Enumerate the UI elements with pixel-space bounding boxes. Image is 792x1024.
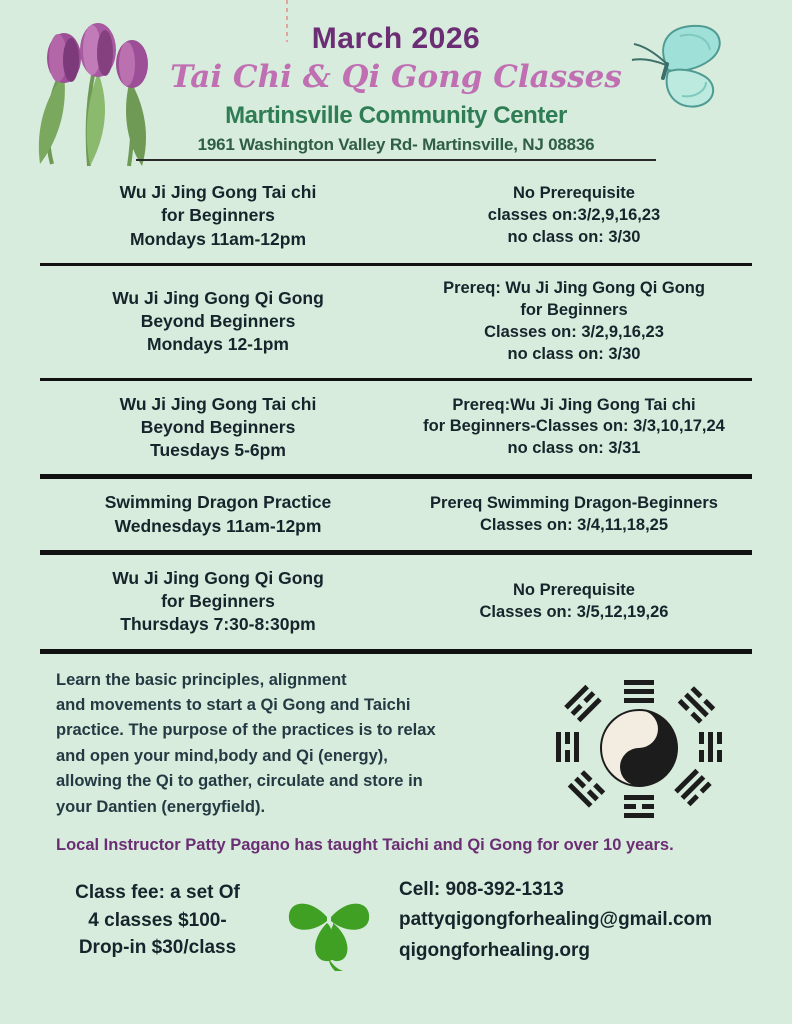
class-row <box>40 175 752 257</box>
description-section <box>40 668 752 824</box>
poster-header <box>0 0 792 161</box>
class-prerequisite: No Prerequisite classes on:3/2,9,16,23 no class on: 3/30 <box>487 183 661 246</box>
class-prerequisite: No Prerequisite Classes on: 3/5,12,19,26 <box>479 580 669 621</box>
class-row <box>40 387 752 469</box>
row-divider <box>40 550 752 555</box>
description-text: Learn the basic principles, alignment and movements to start a Qi Gong and Taichi practice. The purpose of the practices is to relax and open your mind,body and Qi (energy), allowing the Qi to gather, circulate and store in your Dantien (energyfield). <box>56 670 436 816</box>
row-divider <box>40 474 752 479</box>
poster-title: Tai Chi & Qi Gong Classes <box>170 59 622 95</box>
class-description: Wu Ji Jing Gong Qi Gong Beyond Beginners Mondays 12-1pm <box>112 287 324 355</box>
class-row <box>40 485 752 544</box>
class-row <box>40 272 752 372</box>
class-description: Wu Ji Jing Gong Tai chi for Beginners Mondays 11am-12pm <box>119 182 317 249</box>
venue-name: Martinsville Community Center <box>225 102 567 129</box>
class-fee: Class fee: a set Of 4 classes $100- Drop-in $30/class <box>75 882 240 959</box>
section-divider <box>40 649 752 654</box>
class-schedule-table <box>40 175 752 654</box>
class-row <box>40 561 752 643</box>
venue-address: 1961 Washington Valley Rd- Martinsville, NJ 08836 <box>197 135 595 154</box>
contact-info <box>385 875 752 966</box>
row-divider <box>40 378 752 381</box>
class-description: Wu Ji Jing Gong Qi Gong for Beginners Thursdays 7:30-8:30pm <box>112 567 324 635</box>
four-leaf-clover-icon <box>275 871 385 971</box>
instructor-note: Local Instructor Patty Pagano has taught Taichi and Qi Gong for over 10 years. <box>56 835 674 854</box>
class-prerequisite: Prereq Swimming Dragon-Beginners Classes on: 3/4,11,18,25 <box>430 493 718 534</box>
class-description: Wu Ji Jing Gong Tai chi Beyond Beginners Tuesdays 5-6pm <box>119 393 317 461</box>
contact-website: qigongforhealing.org <box>399 939 591 961</box>
row-divider <box>40 263 752 266</box>
contact-phone: Cell: 908-392-1313 <box>399 879 564 901</box>
class-prerequisite: Prereq:Wu Ji Jing Gong Tai chi for Beginners-Classes on: 3/3,10,17,24 no class on: 3/31 <box>423 395 725 458</box>
footer-section <box>40 871 752 971</box>
contact-email: pattyqigongforhealing@gmail.com <box>399 909 713 931</box>
class-description: Swimming Dragon Practice Wednesdays 11am-12pm <box>104 492 332 536</box>
month-title: March 2026 <box>311 22 481 55</box>
class-prerequisite: Prereq: Wu Ji Jing Gong Qi Gong for Beginners Classes on: 3/2,9,16,23 no class on: 3/30 <box>443 278 705 363</box>
bagua-yin-yang-icon <box>544 674 734 824</box>
header-divider <box>136 159 656 161</box>
